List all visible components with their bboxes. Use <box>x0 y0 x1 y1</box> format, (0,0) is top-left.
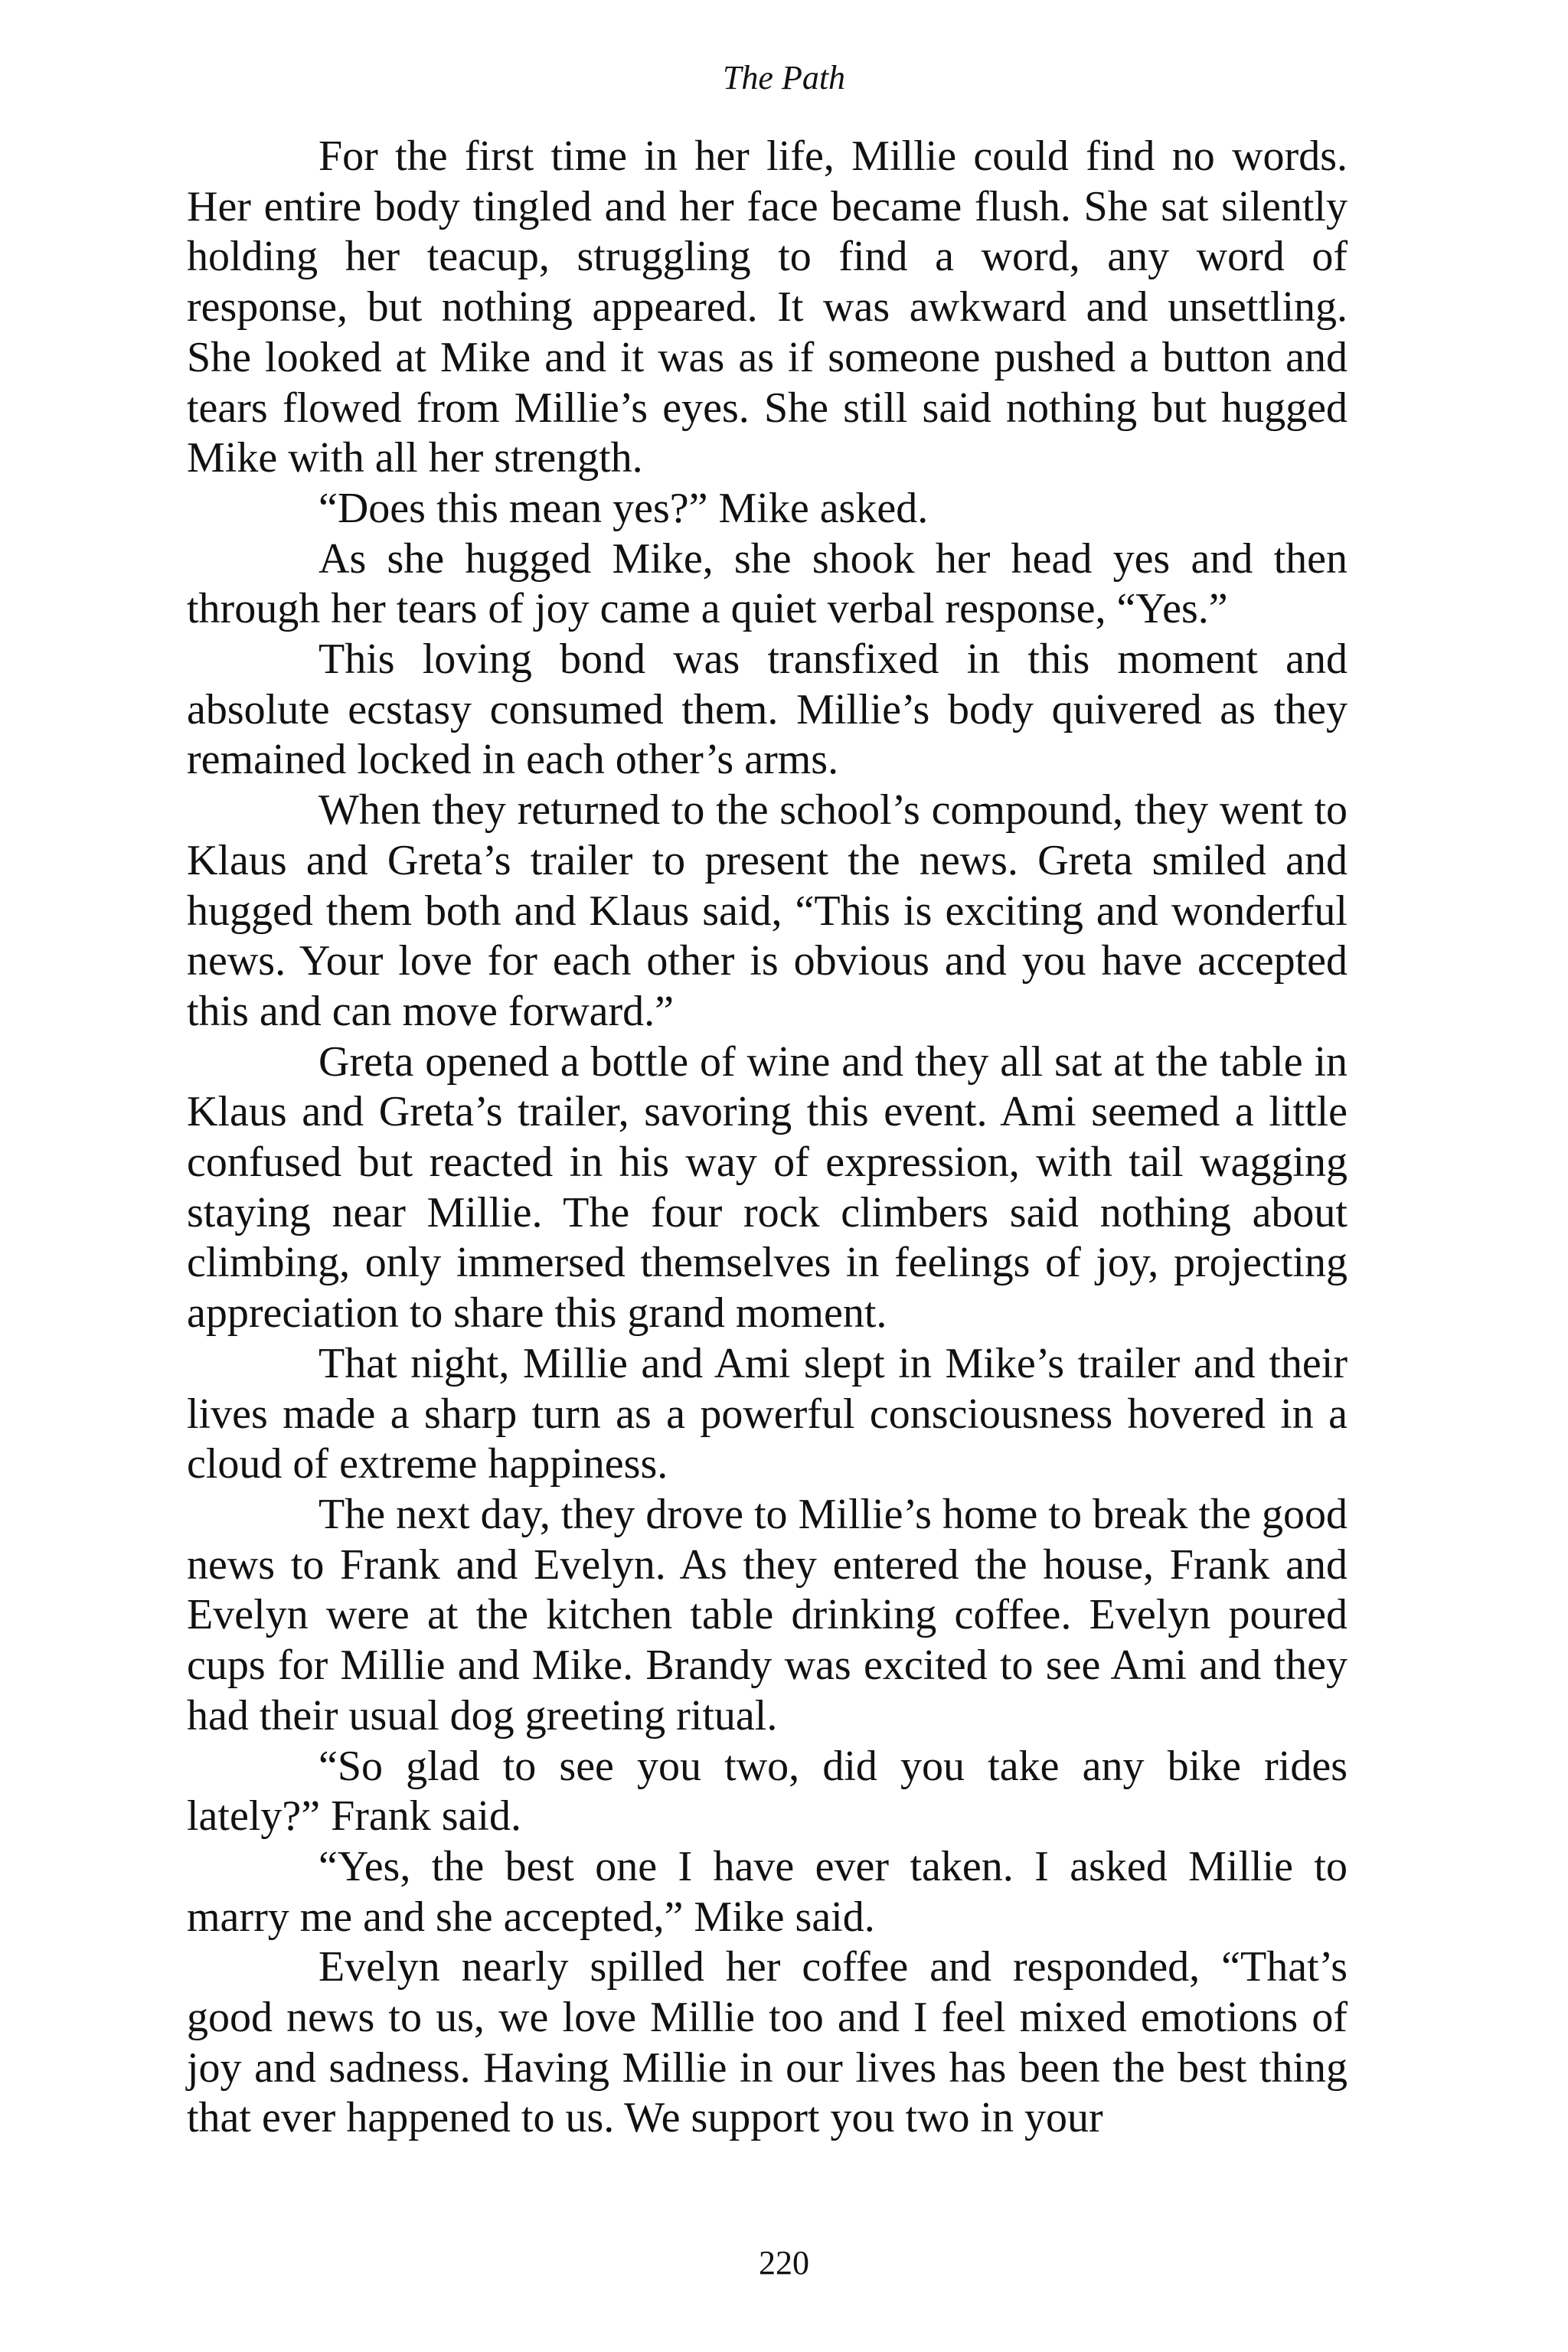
paragraph: Greta opened a bottle of wine and they all sat at the table in Klaus and Greta’s trailer, savoring this event. Ami seemed a little confused but reacted in his way of expression, with tail wagging staying near Millie. The four rock climbers said nothing about climbing, only immersed themselves in feelings of joy, projecting appreciation to share this grand moment. <box>187 1037 1348 1338</box>
paragraph: This loving bond was transfixed in this moment and absolute ecstasy consumed them. Millie’s body quivered as they remained locked in each other’s arms. <box>187 635 1348 784</box>
paragraph: As she hugged Mike, she shook her head yes and then through her tears of joy came a quiet verbal response, “Yes.” <box>187 534 1348 633</box>
paragraph: The next day, they drove to Millie’s home to break the good news to Frank and Evelyn. As they entered the house, Frank and Evelyn were at the kitchen table drinking coffee. Evelyn poured cups for Millie and Mike. Brandy was excited to see Ami and they had their usual dog greeting ritual. <box>187 1490 1348 1740</box>
running-head: The Path <box>722 59 846 96</box>
page-number: 220 <box>759 2244 809 2282</box>
paragraph: “So glad to see you two, did you take any bike rides lately?” Frank said. <box>187 1742 1348 1841</box>
body-text <box>187 132 1348 2144</box>
paragraph: For the first time in her life, Millie could find no words. Her entire body tingled and her face became flush. She sat silently holding her teacup, struggling to find a word, any word of response, but nothing appeared. It was awkward and unsettling. She looked at Mike and it was as if someone pushed a button and tears flowed from Millie’s eyes. She still said nothing but hugged Mike with all her strength. <box>187 132 1348 482</box>
paragraph: “Does this mean yes?” Mike asked. <box>318 484 929 532</box>
paragraph: “Yes, the best one I have ever taken. I asked Millie to marry me and she accepted,” Mike said. <box>187 1842 1348 1941</box>
paragraph: Evelyn nearly spilled her coffee and responded, “That’s good news to us, we love Millie too and I feel mixed emotions of joy and sadness. Having Millie in our lives has been the best thing that ever happened to us. We support you two in your <box>187 1943 1348 2142</box>
paragraph: When they returned to the school’s compound, they went to Klaus and Greta’s trailer to present the news. Greta smiled and hugged them both and Klaus said, “This is exciting and wonderful news. Your love for each other is obvious and you have accepted this and can move forward.” <box>187 786 1348 1035</box>
paragraph: That night, Millie and Ami slept in Mike’s trailer and their lives made a sharp turn as a powerful consciousness hovered in a cloud of extreme happiness. <box>187 1339 1348 1488</box>
